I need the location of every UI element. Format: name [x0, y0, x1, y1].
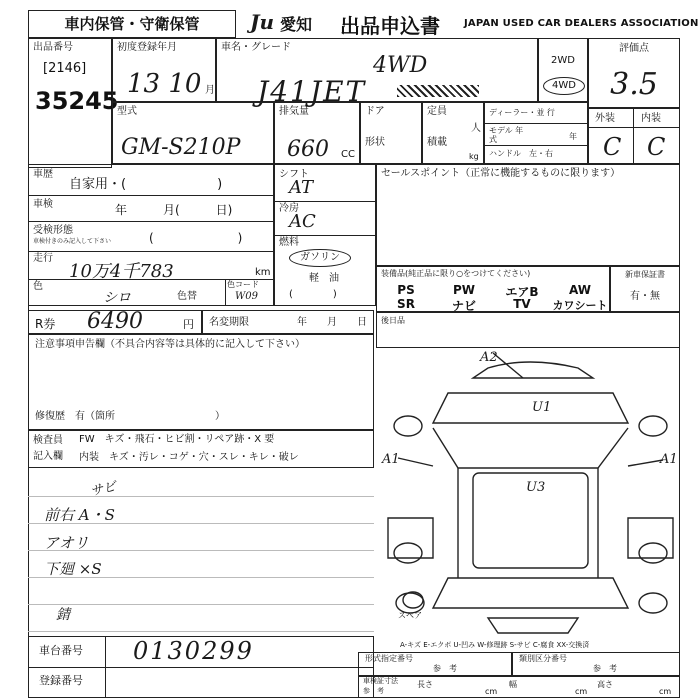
- color-change-label: 色替: [177, 291, 197, 302]
- name-change-label: 名変期限: [209, 317, 249, 328]
- form-title: 出品申込書: [340, 14, 440, 38]
- subscore-box: [588, 108, 680, 164]
- history-box: [28, 164, 274, 306]
- shift-value: AT: [289, 177, 314, 198]
- recycle-value: 6490: [87, 309, 143, 334]
- name-change-box: [202, 310, 374, 334]
- fuel-label: 燃料: [279, 237, 299, 248]
- name-change-value: 年 月 日: [297, 317, 367, 328]
- recycle-label: R券: [35, 317, 56, 331]
- ac-value: AC: [289, 211, 316, 232]
- acceptance-note: 車検付きのみ記入して下さい: [33, 238, 112, 245]
- dealer-model-year: モデル 年式: [489, 126, 524, 144]
- dealer-year-unit: 年: [569, 132, 577, 141]
- spare-label: スペア: [398, 611, 422, 620]
- color-code-value: W09: [235, 291, 259, 302]
- drive-4wd: 4WD: [543, 77, 585, 95]
- drive-note: 4WD: [373, 53, 428, 78]
- wheel-rr: [639, 543, 667, 563]
- wheel-rr2: [639, 593, 667, 613]
- reg-box: [112, 38, 216, 102]
- leader-left: [398, 458, 433, 466]
- model-label: 型式: [117, 106, 137, 117]
- wheel-rl: [394, 543, 422, 563]
- equip-airbag: エアB: [505, 285, 539, 299]
- sales-label: セールスポイント（正常に機能するものに限ります）: [381, 168, 621, 179]
- notes-repair: 修復歴 有（箇所 ）: [35, 411, 225, 422]
- warranty-label: 新車保証書: [625, 270, 665, 279]
- class-number-label: 類別区分番号: [519, 654, 567, 663]
- disp-unit: CC: [341, 149, 355, 160]
- hood-outline: [433, 393, 628, 423]
- equip-pw: PW: [452, 283, 476, 297]
- inspector-label1: 検査員: [33, 435, 63, 446]
- wheel-fl: [394, 416, 422, 436]
- score-label: 評価点: [619, 43, 649, 54]
- equip-aw: AW: [569, 283, 591, 297]
- dims-box: [358, 676, 680, 698]
- inspection-label: 車検: [33, 199, 53, 210]
- wheel-fr: [639, 416, 667, 436]
- type-number-ref: 参 考: [433, 664, 457, 673]
- hw-note-0: サビ: [89, 479, 118, 500]
- mileage-unit: km: [255, 267, 271, 278]
- drive-2wd: 2WD: [551, 55, 575, 66]
- score-box: [588, 38, 680, 108]
- capacity-box: [422, 102, 484, 164]
- equip-tv: TV: [513, 297, 531, 311]
- dims-width-unit: cm: [575, 687, 588, 696]
- history-value: 自家用・( ): [69, 177, 223, 192]
- mark-right: A1: [660, 452, 678, 467]
- fuel-other: ( ): [289, 289, 337, 300]
- chassis-value: 0130299: [133, 637, 254, 665]
- recycle-box: [28, 310, 202, 334]
- inspector-label2: 記入欄: [33, 451, 63, 462]
- mileage-label: 走行: [33, 253, 53, 264]
- windshield: [433, 428, 628, 468]
- dims-length-unit: cm: [485, 687, 498, 696]
- hw-note-3: 下廻 ×S: [44, 560, 102, 578]
- hw-note-4: 錆: [56, 607, 70, 623]
- equip-label: 装備品(純正品に限り○をつけてください): [381, 269, 531, 278]
- reg-label: 初度登録年月: [117, 42, 177, 53]
- capacity-unit: 人: [471, 123, 481, 134]
- model-value: GM-S210P: [121, 135, 241, 160]
- equip-ps: PS: [397, 283, 415, 297]
- disp-label: 排気量: [279, 106, 309, 117]
- warranty-box: [610, 266, 680, 312]
- color-value: シロ: [103, 290, 131, 306]
- model-box: [112, 102, 274, 164]
- mark-hood: U1: [532, 400, 552, 415]
- acceptance-label: 受検形態: [33, 225, 73, 236]
- shift-fuel-box: [274, 164, 376, 306]
- dims-label: 車検証寸法: [363, 677, 398, 685]
- mark-roof: U3: [526, 480, 546, 495]
- chassis-box: [28, 636, 374, 698]
- reg-value: 13 10: [127, 69, 202, 99]
- after-box: [376, 312, 680, 348]
- type-number-label: 形式指定番号: [365, 654, 413, 663]
- chassis-label: 車台番号: [39, 644, 83, 657]
- int-label: 内装: [641, 113, 661, 124]
- class-number-box: [512, 652, 680, 676]
- door-label: ドア: [365, 106, 385, 117]
- lot-number: 35245: [35, 87, 119, 115]
- class-number-ref: 参 考: [593, 664, 617, 673]
- hw-note-1: 前右 A・S: [44, 506, 115, 524]
- shift-label: シフト: [279, 169, 309, 180]
- mark-top: A2: [480, 350, 498, 365]
- dims-width: 幅: [509, 680, 517, 689]
- equip-leather: カワシート: [552, 299, 608, 312]
- name-label: 車名・グレード: [221, 42, 291, 53]
- inspector-int: 内装 キズ・汚レ・コゲ・穴・スレ・キレ・破レ: [79, 452, 299, 463]
- color-label: 色: [33, 281, 43, 292]
- warranty-value: 有・無: [630, 291, 660, 302]
- leader-right: [628, 460, 663, 466]
- type-number-box: [358, 652, 512, 676]
- sales-box: [376, 164, 680, 266]
- equip-box: [376, 266, 610, 312]
- disp-box: [274, 102, 360, 164]
- lot-box: [28, 38, 119, 168]
- header-logo-area: [250, 8, 699, 38]
- disp-value: 660: [287, 137, 329, 162]
- reg-month-unit: 月: [205, 85, 215, 96]
- dims-ref: 参 考: [363, 687, 384, 695]
- load-label: 積載: [427, 137, 447, 148]
- spare-wheel: [403, 592, 423, 608]
- acceptance-value: ( ): [149, 231, 243, 245]
- shape-label: 形状: [365, 137, 385, 148]
- name-box: [216, 38, 538, 108]
- capacity-label: 定員: [427, 106, 447, 117]
- damage-legend: A-キズ E-エクボ U-凹み W-修理跡 S-サビ C-腐食 XX-交換済: [400, 641, 590, 649]
- dims-length: 長さ: [417, 680, 433, 689]
- regno-label: 登録番号: [39, 674, 83, 687]
- note-lines: [28, 470, 374, 632]
- score-value: 3.5: [610, 67, 658, 102]
- equip-navi: ナビ: [451, 299, 476, 313]
- name-value: J41JET: [257, 75, 367, 108]
- ext-score: C: [603, 133, 622, 161]
- inspector-fw: FW キズ・飛石・ヒビ割・リペア跡・X 要: [79, 434, 275, 445]
- notes-box: [28, 334, 374, 430]
- recycle-unit: 円: [183, 318, 194, 331]
- mark-left: A1: [382, 452, 400, 467]
- scribble-mark: [397, 85, 479, 97]
- dealer-handle: ハンドル 左・右: [489, 149, 553, 158]
- notes-label: 注意事項申告欄（不具合内容等は具体的に記入して下さい）: [35, 339, 305, 350]
- inspection-value: 年 月( 日): [115, 203, 233, 217]
- dims-height: 高さ: [597, 680, 613, 689]
- dealer-box: [484, 102, 588, 164]
- history-label: 車歴: [33, 169, 53, 180]
- lot-label: 出品番号: [33, 42, 73, 53]
- ju-logo: Ju: [250, 10, 275, 34]
- car-diagram: [378, 348, 680, 648]
- fuel-gas: ガソリン: [289, 249, 351, 267]
- trunk-outline: [433, 578, 628, 608]
- color-code-label: 色コード: [227, 280, 259, 289]
- dims-height-unit: cm: [659, 687, 672, 696]
- ac-label: 冷房: [279, 203, 299, 214]
- lot-sub: [2146]: [43, 61, 87, 76]
- equip-sr: SR: [397, 297, 415, 311]
- wheel-rl2: [396, 593, 424, 613]
- int-score: C: [647, 133, 666, 161]
- org-name: 愛知: [280, 15, 313, 34]
- storage-title: 車内保管・守衛保管: [28, 10, 236, 38]
- ext-label: 外装: [595, 113, 615, 124]
- load-unit: kg: [469, 152, 479, 161]
- equip-grid: [377, 283, 609, 311]
- dealer-parallel: ディーラー・並 行: [489, 108, 555, 117]
- inspector-box: [28, 430, 374, 468]
- org-english: JAPAN USED CAR DEALERS ASSOCIATION: [464, 18, 699, 29]
- after-label: 後日品: [381, 316, 405, 325]
- hw-note-2: アオリ: [44, 534, 89, 552]
- door-box: [360, 102, 422, 164]
- bumper-rear: [488, 618, 578, 633]
- mileage-value: 10万4千783: [69, 261, 174, 282]
- fuel-diesel: 軽 油: [309, 273, 339, 284]
- drive-box: [538, 38, 588, 102]
